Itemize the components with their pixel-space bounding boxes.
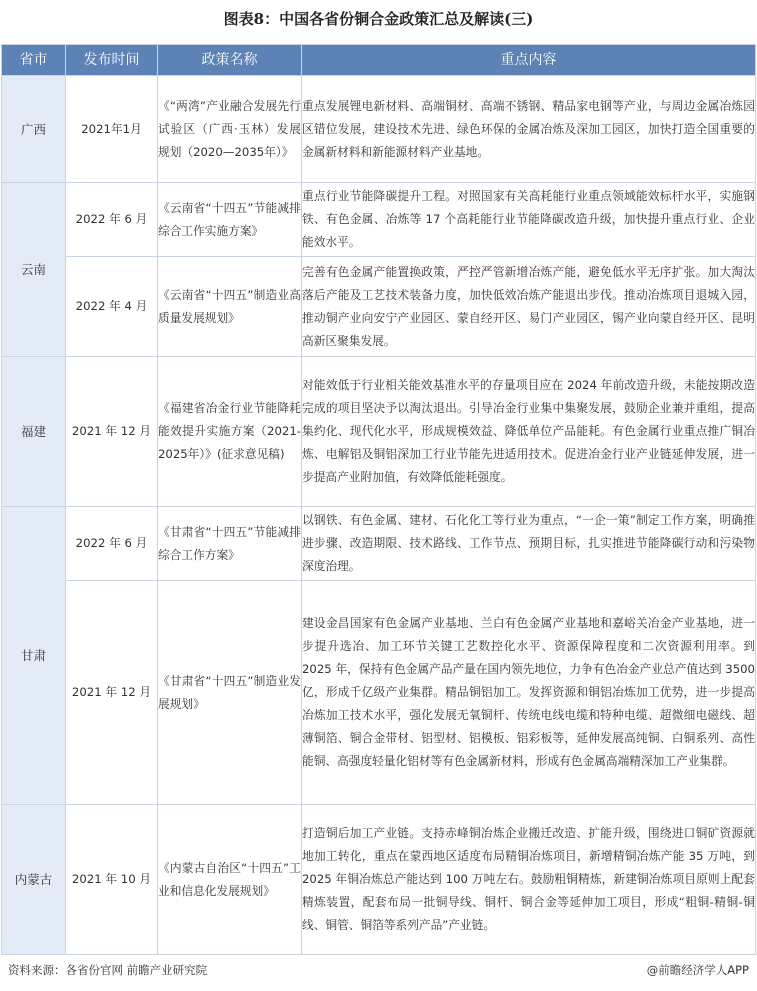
province-cell: 内蒙古 [2, 805, 66, 955]
content-cell: 对能效低于行业相关能效基准水平的存量项目应在 2024 年前改造升级，未能按期改造完成的项目坚决予以淘汰退出。引导冶金行业集中集聚发展，鼓励企业兼并重组，提高集约化、现代化水平，形成规模效益、降低单位产品能耗。有色金属行业重点推广铜冶炼、电解铝及铜铝深加工行业节能先进适用技术。促进冶金行业产业链延伸发展，进一步提高产业附加值，有效降低能耗强度。 [302, 357, 756, 507]
policy-cell: 《云南省“十四五”节能减排综合工作实施方案》 [158, 183, 302, 257]
province-cell: 广西 [2, 76, 66, 183]
content-cell: 以钢铁、有色金属、建材、石化化工等行业为重点，“一企一策”制定工作方案，明确推进步骤、改造期限、技术路线、工作节点、预期目标，扎实推进节能降碳行动和污染物深度治理。 [302, 507, 756, 581]
table-row [2, 581, 756, 805]
date-cell: 2021 年 12 月 [66, 581, 158, 805]
province-cell: 云南 [2, 183, 66, 357]
date-cell: 2021年1月 [66, 76, 158, 183]
table-row [2, 257, 756, 357]
header-date: 发布时间 [66, 45, 158, 76]
policy-cell: 《内蒙古自治区“十四五”工业和信息化发展规划》 [158, 805, 302, 955]
source-note: 资料来源：各省份官网 前瞻产业研究院 [8, 963, 208, 977]
content-cell: 完善有色金属产能置换政策，严控严管新增冶炼产能，避免低水平无序扩张。加大淘汰落后产能及工艺技术装备力度，加快低效冶炼产能退出步伐。推动冶炼项目退城入园，推动铜产业向安宁产业园区、蒙自经开区、易门产业园区，锡产业向蒙自经开区、昆明高新区聚集发展。 [302, 257, 756, 357]
policy-cell: 《甘肃省“十四五”制造业发展规划》 [158, 581, 302, 805]
header-province: 省市 [2, 45, 66, 76]
content-cell: 打造铜后加工产业链。支持赤峰铜冶炼企业搬迁改造、扩能升级，围绕进口铜矿资源就地加工转化，重点在蒙西地区适度布局精铜冶炼项目，新增精铜冶炼产能 35 万吨，到 2025 年铜冶炼总产能达到 100 万吨左右。鼓励粗铜精炼，新建铜冶炼项目原则上配套精炼装置，配套布局一批铜导线、铜杆、铜合金等延伸加工项目，形成“粗铜-精铜-铜线、铜管、铜箔等系列产品”产业链。 [302, 805, 756, 955]
date-cell: 2022 年 6 月 [66, 183, 158, 257]
date-cell: 2022 年 4 月 [66, 257, 158, 357]
table-row [2, 76, 756, 183]
figure-title: 图表8：中国各省份铜合金政策汇总及解读(三) [223, 10, 534, 28]
content-cell: 建设金昌国家有色金属产业基地、兰白有色金属产业基地和嘉峪关冶金产业基地，进一步提升选冶、加工环节关键工艺数控化水平、资源保障程度和二次资源利用率。到 2025 年，保持有色金属产品产量在国内领先地位，力争有色冶金产业总产值达到 3500 亿，形成千亿级产业集群。精品铜铝加工。发挥资源和铜铝冶炼加工优势，进一步提高冶炼加工技术水平，强化发展无氧铜杆、传统电线电缆和特种电缆、超微细电磁线、超薄铜箔、铜合金带材、铝型材、铝模板、铝彩板等，延伸发展高纯铜、白铜系列、高性能铜、高强度轻量化铝材等有色金属新材料，形成有色金属高端精深加工产业集群。 [302, 581, 756, 805]
brand-credit: @前瞻经济学人APP [646, 963, 749, 977]
table-header-row [2, 45, 756, 76]
policy-cell: 《“两湾”产业融合发展先行试验区（广西·玉林）发展规划（2020—2035年）》 [158, 76, 302, 183]
date-cell: 2021 年 12 月 [66, 357, 158, 507]
table-row [2, 507, 756, 581]
province-cell: 甘肃 [2, 507, 66, 805]
header-content: 重点内容 [302, 45, 756, 76]
province-cell: 福建 [2, 357, 66, 507]
footer [0, 958, 757, 982]
policy-cell: 《甘肃省“十四五”节能减排综合工作方案》 [158, 507, 302, 581]
content-cell: 重点发展锂电新材料、高端铜材、高端不锈钢、精品家电钢等产业，与周边金属冶炼园区错位发展，建设技术先进、绿色环保的金属冶炼及深加工园区，加快打造全国重要的金属新材料和新能源材料产业基地。 [302, 76, 756, 183]
table-row [2, 805, 756, 955]
policy-cell: 《云南省“十四五”制造业高质量发展规划》 [158, 257, 302, 357]
header-policy: 政策名称 [158, 45, 302, 76]
table-row [2, 357, 756, 507]
policy-table [1, 44, 756, 955]
date-cell: 2022 年 6 月 [66, 507, 158, 581]
date-cell: 2021 年 10 月 [66, 805, 158, 955]
policy-cell: 《福建省冶金行业节能降耗能效提升实施方案（2021-2025年）》(征求意见稿) [158, 357, 302, 507]
content-cell: 重点行业节能降碳提升工程。对照国家有关高耗能行业重点领域能效标杆水平，实施钢铁、有色金属、冶炼等 17 个高耗能行业节能降碳改造升级，加快提升重点行业、企业能效水平。 [302, 183, 756, 257]
table-row [2, 183, 756, 257]
